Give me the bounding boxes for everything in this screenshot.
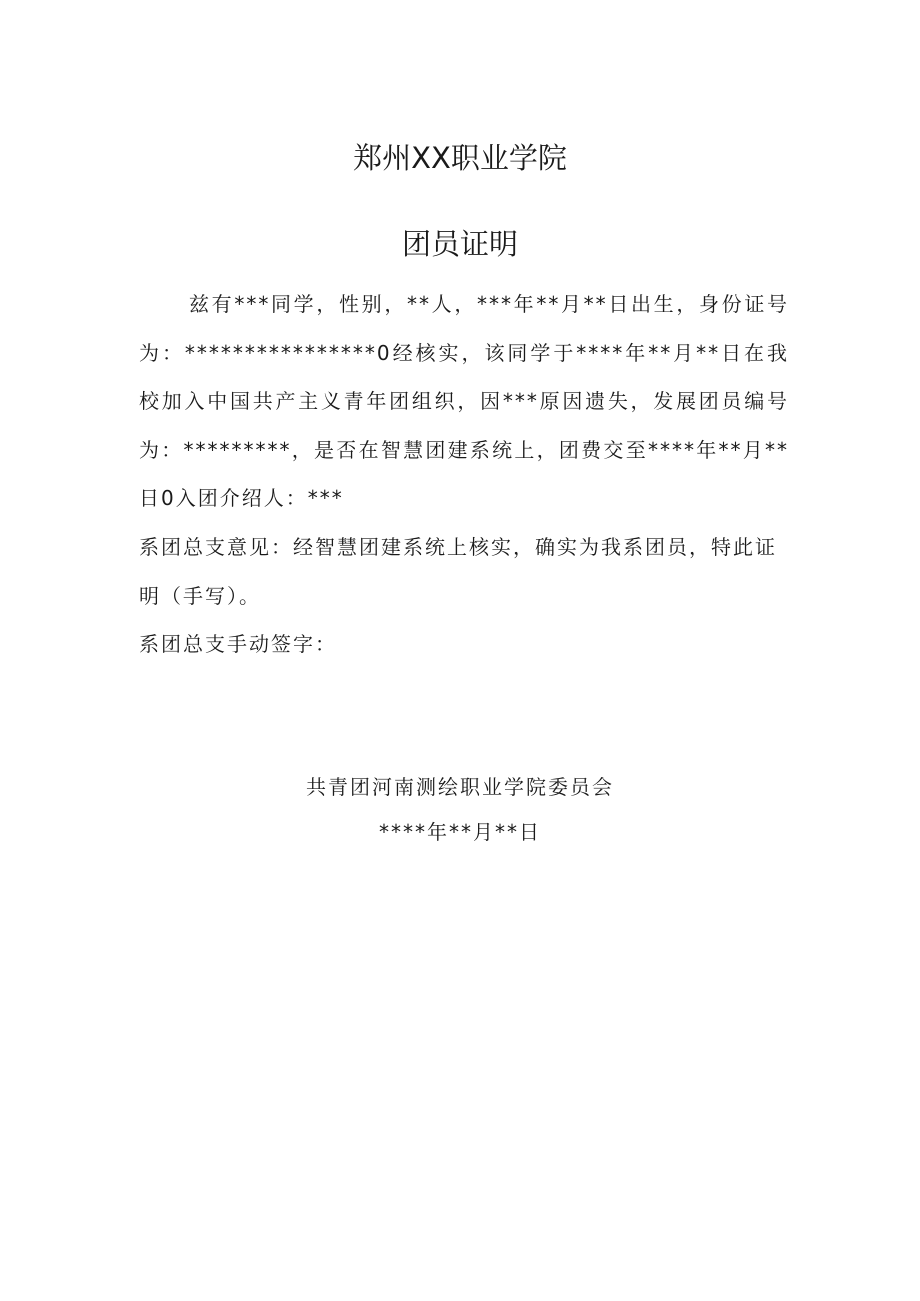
document-body bbox=[139, 280, 789, 669]
opinion-paragraph: 系团总支意见：经智慧团建系统上核实，确实为我系团员，特此证明（手写）。 bbox=[139, 534, 777, 608]
signature-line: 系团总支手动签字： bbox=[139, 632, 337, 657]
main-paragraph: 兹有***同学，性别，**人，***年**月**日出生，身份证号为：****************0经核实，该同学于****年**月**日在我校加入中国共产主义青年团组织，因***原因遗失，发展团员编号为：*********，是否在智慧团建系统上，团费交至****年**月**日0入团介绍人：*** bbox=[139, 292, 789, 511]
school-name: 郑州XX职业学院 bbox=[353, 141, 567, 175]
issue-date: ****年**月**日 bbox=[379, 820, 541, 844]
issuer-name: 共青团河南测绘职业学院委员会 bbox=[306, 775, 614, 799]
document-title: 团员证明 bbox=[401, 227, 518, 261]
